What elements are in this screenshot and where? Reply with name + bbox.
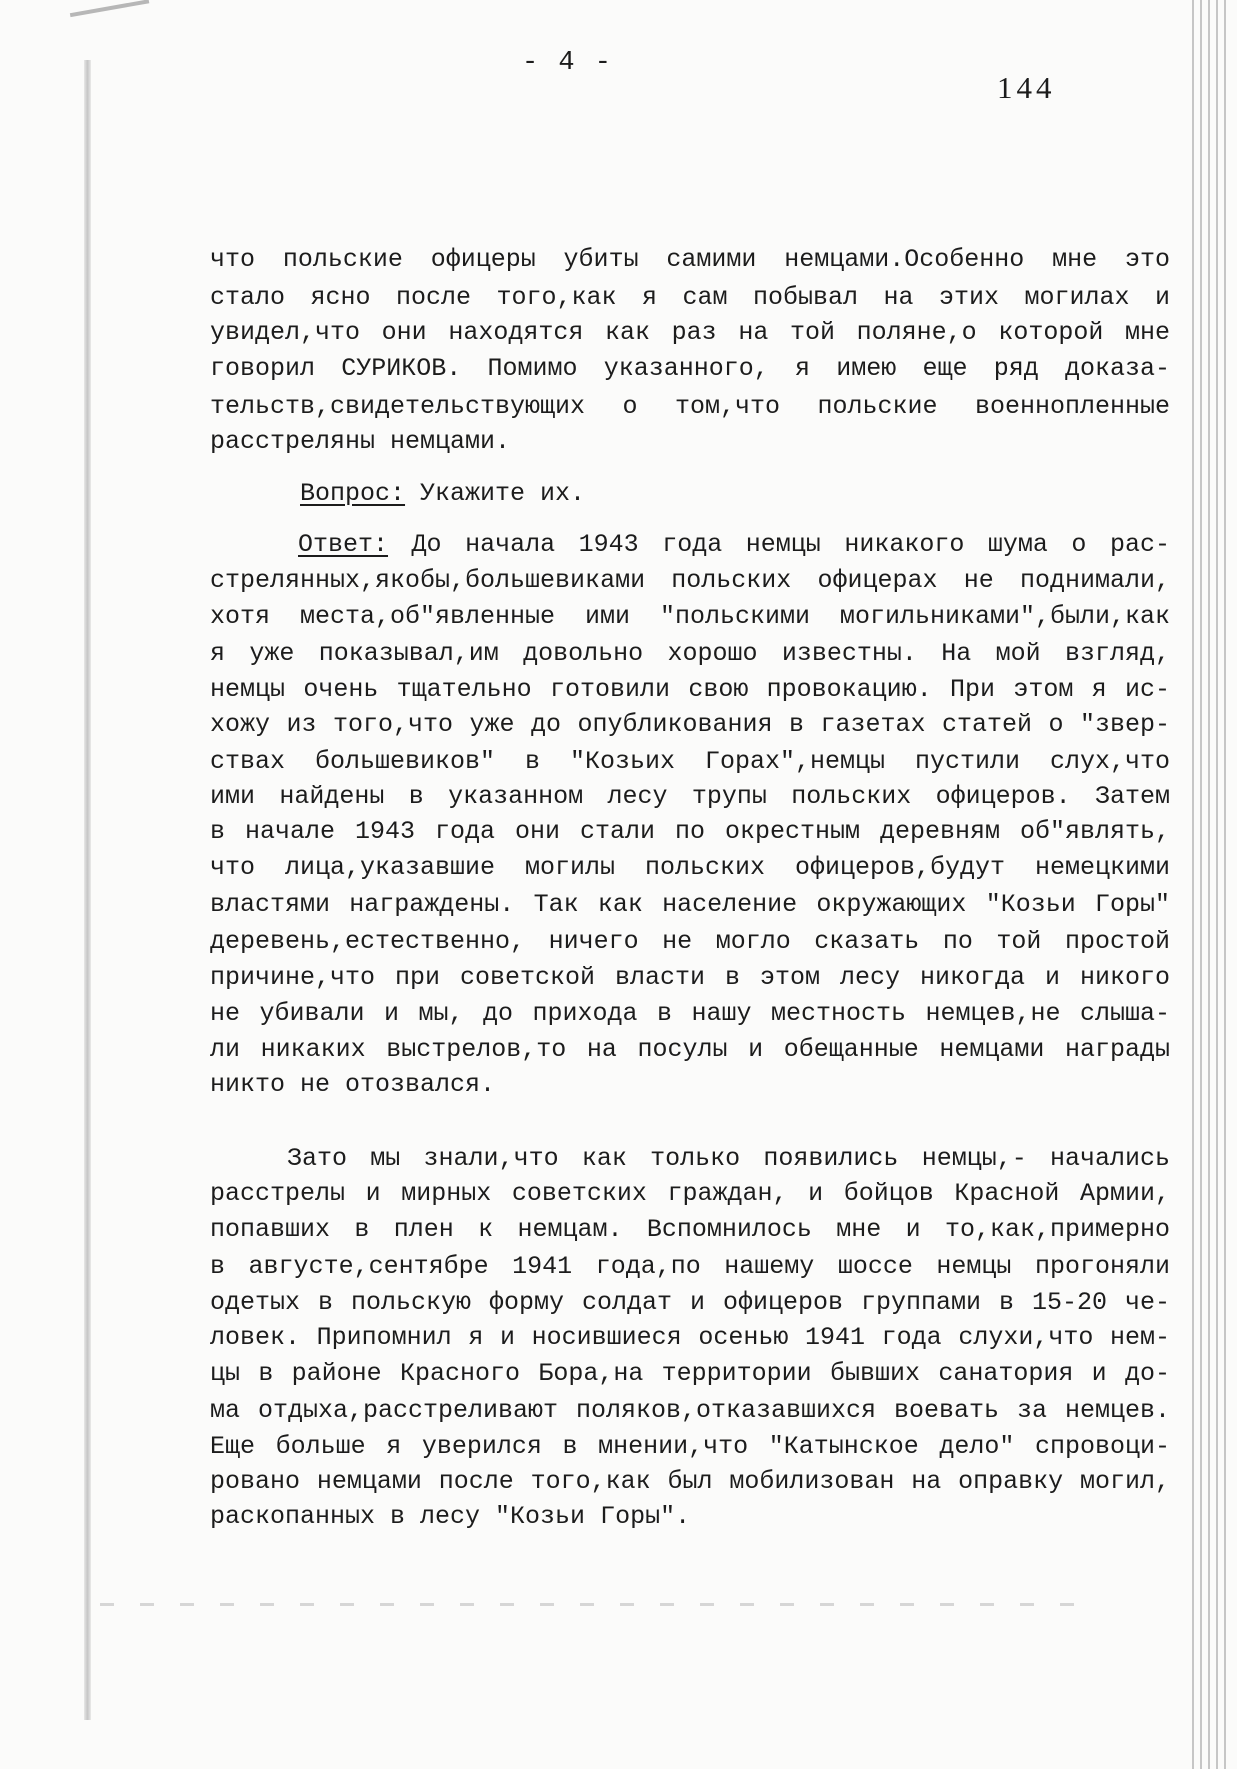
answer-line: никто не отозвался.: [210, 1070, 496, 1099]
answer-line: что лица,указавшие могилы польских офицеров,будут немецкими: [210, 853, 1170, 882]
scan-corner-mark: [70, 0, 154, 45]
answer-line: немцы очень тщательно готовили свою провокацию. При этом я ис-: [210, 675, 1170, 704]
paragraph-line: цы в районе Красного Бора,на территории бывших санатория и до-: [210, 1359, 1170, 1388]
question-label: Вопрос:: [300, 479, 406, 508]
answer-line: хотя места,об"явленные ими "польскими могильниками",были,как: [210, 602, 1170, 631]
body-line: стало ясно после того,как я сам побывал на этих могилах и: [210, 283, 1170, 312]
paragraph-line: Зато мы знали,что как только появились немцы,- начались: [287, 1144, 1170, 1173]
answer-line: ствах большевиков" в "Козьих Горах",немцы пустили слух,что: [210, 747, 1170, 776]
scan-right-edge-line: [1224, 0, 1226, 1769]
scan-right-edge-line: [1208, 0, 1210, 1769]
question-text: Укажите их.: [405, 479, 586, 508]
body-line: говорил СУРИКОВ. Помимо указанного, я имею еще ряд доказа-: [210, 354, 1170, 383]
answer-first-line: [298, 528, 1170, 562]
scan-right-edge-line: [1200, 0, 1202, 1769]
paragraph-line: расстрелы и мирных советских граждан, и бойцов Красной Армии,: [210, 1179, 1170, 1208]
paragraph-line: раскопанных в лесу "Козьи Горы".: [210, 1502, 691, 1531]
answer-text: До начала 1943 года немцы никакого шума о рас-: [388, 530, 1170, 559]
answer-line: ли никаких выстрелов,то на посулы и обещанные немцами награды: [210, 1035, 1170, 1064]
answer-line: ими найдены в указанном лесу трупы польских офицеров. Затем: [210, 782, 1170, 811]
answer-line: не убивали и мы, до прихода в нашу местность немцев,не слыша-: [210, 999, 1170, 1028]
scan-right-edge-line: [1192, 0, 1194, 1769]
paragraph-line: ловек. Припомнил я и носившиеся осенью 1941 года слухи,что нем-: [210, 1323, 1170, 1352]
answer-line: в начале 1943 года они стали по окрестным деревням об"являть,: [210, 817, 1170, 846]
body-line: увидел,что они находятся как раз на той поляне,о которой мне: [210, 318, 1170, 347]
answer-line: хожу из того,что уже до опубликования в газетах статей о "звер-: [210, 710, 1170, 739]
answer-label: Ответ:: [298, 530, 389, 559]
scan-right-edge-line: [1216, 0, 1218, 1769]
scan-left-edge: [84, 60, 91, 1720]
scan-streak: [100, 1603, 1100, 1606]
paragraph-line: в августе,сентябре 1941 года,по нашему шоссе немцы прогоняли: [210, 1252, 1170, 1281]
answer-line: причине,что при советской власти в этом лесу никогда и никого: [210, 963, 1170, 992]
paragraph-line: одетых в польскую форму солдат и офицеров группами в 15-20 че-: [210, 1288, 1170, 1317]
body-line: тельств,свидетельствующих о том,что польские военнопленные: [210, 392, 1170, 421]
paragraph-line: ровано немцами после того,как был мобилизован на оправку могил,: [210, 1467, 1170, 1496]
body-line: что польские офицеры убиты самими немцами.Особенно мне это: [210, 245, 1170, 274]
paragraph-line: ма отдыха,расстреливают поляков,отказавшихся воевать за немцев.: [210, 1396, 1170, 1425]
answer-line: стрелянных,якобы,большевиками польских офицерах не поднимали,: [210, 566, 1170, 595]
paragraph-line: Еще больше я уверился в мнении,что "Катынское дело" спровоци-: [210, 1432, 1170, 1461]
page-number: - 4 -: [522, 48, 614, 78]
answer-line: властями награждены. Так как население окружающих "Козьи Горы": [210, 890, 1170, 919]
answer-line: я уже показывал,им довольно хорошо известны. На мой взгляд,: [210, 639, 1170, 668]
answer-line: деревень,естественно, ничего не могло сказать по той простой: [210, 927, 1170, 956]
body-line: расстреляны немцами.: [210, 427, 511, 456]
paragraph-line: попавших в плен к немцам. Вспомнилось мне и то,как,примерно: [210, 1215, 1170, 1244]
archive-folio-number: 144: [997, 70, 1056, 105]
question-line: [300, 477, 800, 511]
